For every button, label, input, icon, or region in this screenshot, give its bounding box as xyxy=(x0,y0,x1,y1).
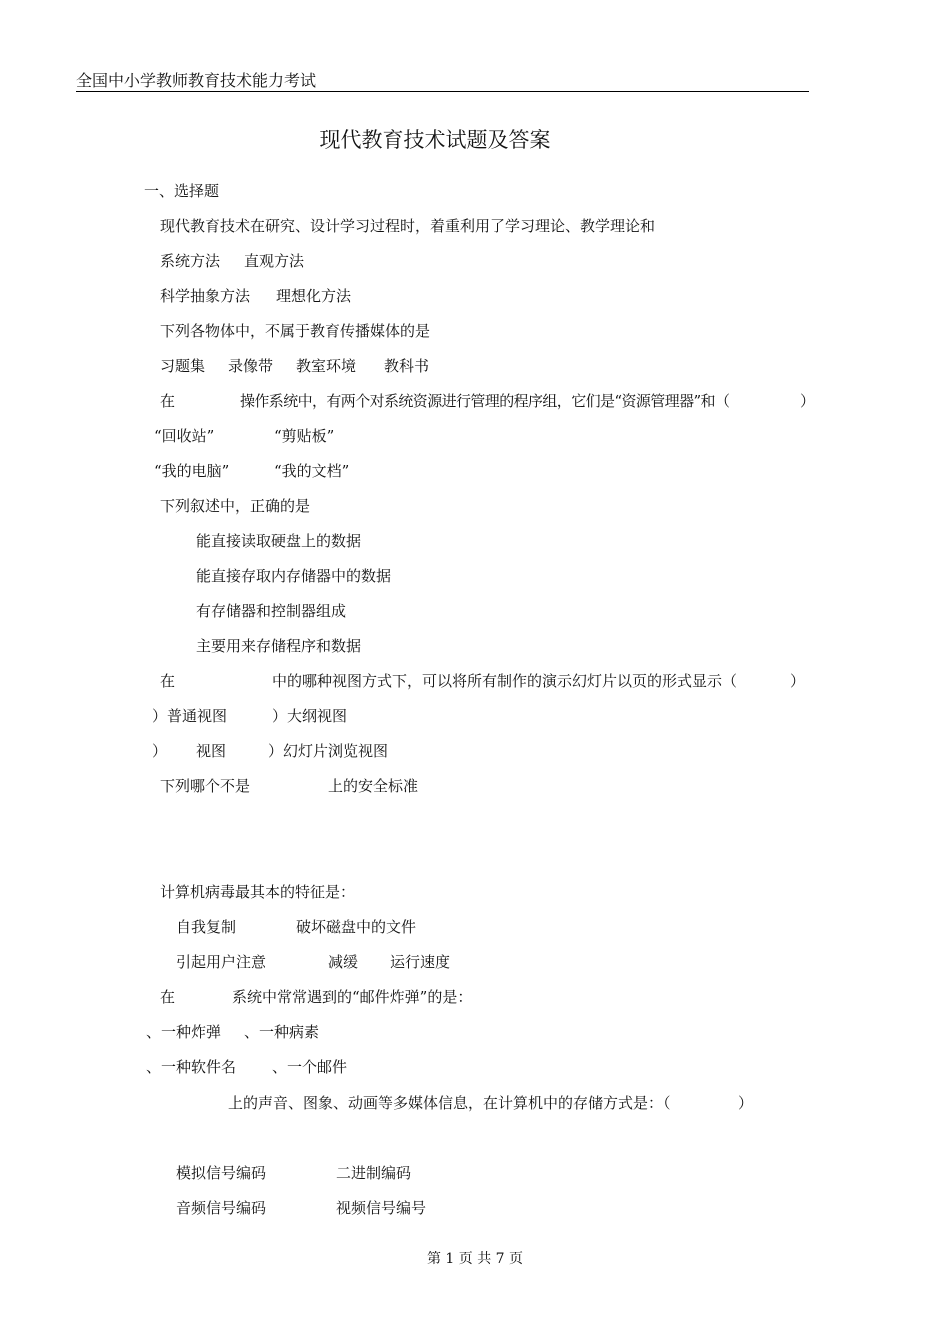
question-9-stem: 上的声音、图象、动画等多媒体信息，在计算机中的存储方式是：（ xyxy=(228,1094,671,1112)
question-1-option-d: 理想化方法 xyxy=(276,287,352,305)
section-heading: 一、选择题 xyxy=(144,182,220,200)
question-3-close-paren: ） xyxy=(800,392,816,410)
question-9-option-b: 二进制编码 xyxy=(336,1164,412,1182)
question-5-option-a: ）普通视图 xyxy=(152,707,228,725)
question-5-close-paren: ） xyxy=(790,672,806,690)
question-5-option-c: 视图 xyxy=(196,742,227,760)
question-4-option-b: 能直接存取内存储器中的数据 xyxy=(196,567,392,585)
question-7-stem: 计算机病毒最其本的特征是： xyxy=(160,883,356,901)
question-3-prefix: 在 xyxy=(160,392,176,410)
question-5-option-b: ）大纲视图 xyxy=(272,707,348,725)
question-4-option-c: 有存储器和控制器组成 xyxy=(196,602,347,620)
question-8-prefix: 在 xyxy=(160,988,176,1006)
question-9-option-a: 模拟信号编码 xyxy=(176,1164,267,1182)
question-1-option-c: 科学抽象方法 xyxy=(160,287,251,305)
question-6-stem-a: 下列哪个不是 xyxy=(160,777,251,795)
question-7-option-d-part-1: 减缓 xyxy=(328,953,359,971)
question-1-option-b: 直观方法 xyxy=(244,252,305,270)
question-6-stem-b: 上的安全标准 xyxy=(328,777,419,795)
question-3-option-c: “我的电脑” xyxy=(154,462,230,480)
question-9-option-d: 视频信号编号 xyxy=(336,1199,427,1217)
question-9-option-c: 音频信号编码 xyxy=(176,1199,267,1217)
question-7-option-a: 自我复制 xyxy=(176,918,237,936)
question-2-stem: 下列各物体中，不属于教育传播媒体的是 xyxy=(160,322,431,340)
question-1-option-a: 系统方法 xyxy=(160,252,221,270)
question-9-close-paren: ） xyxy=(738,1094,754,1112)
question-2-option-c: 教室环境 xyxy=(296,357,357,375)
question-4-stem: 下列叙述中，正确的是 xyxy=(160,497,311,515)
page-header: 全国中小学教师教育技术能力考试 xyxy=(76,71,317,90)
question-8-option-c: 、一种软件名 xyxy=(146,1058,237,1076)
document-title: 现代教育技术试题及答案 xyxy=(319,128,551,152)
question-8-option-d: 、一个邮件 xyxy=(272,1058,348,1076)
page-footer: 第 1 页 共 7 页 xyxy=(426,1251,524,1267)
question-2-option-d: 教科书 xyxy=(384,357,430,375)
question-2-option-a: 习题集 xyxy=(160,357,206,375)
question-3-option-b: “剪贴板” xyxy=(274,427,335,445)
question-5-option-c-mark: ） xyxy=(152,742,168,760)
question-8-stem: 系统中常常遇到的“邮件炸弹”的是： xyxy=(232,988,473,1006)
question-3-stem: 操作系统中，有两个对系统资源进行管理的程序组，它们是“资源管理器”和（ xyxy=(240,392,730,410)
question-3-option-a: “回收站” xyxy=(154,427,215,445)
question-7-option-b: 破坏磁盘中的文件 xyxy=(296,918,417,936)
question-2-option-b: 录像带 xyxy=(228,357,274,375)
question-4-option-a: 能直接读取硬盘上的数据 xyxy=(196,532,362,550)
question-8-option-a: 、一种炸弹 xyxy=(146,1023,222,1041)
question-5-option-d: ）幻灯片浏览视图 xyxy=(268,742,389,760)
question-5-stem: 中的哪种视图方式下，可以将所有制作的演示幻灯片以页的形式显示（ xyxy=(272,672,738,690)
question-3-option-d: “我的文档” xyxy=(274,462,350,480)
header-rule xyxy=(76,91,809,92)
question-7-option-c: 引起用户注意 xyxy=(176,953,267,971)
question-7-option-d-part-2: 运行速度 xyxy=(390,953,451,971)
question-5-prefix: 在 xyxy=(160,672,176,690)
question-8-option-b: 、一种病素 xyxy=(244,1023,320,1041)
question-4-option-d: 主要用来存储程序和数据 xyxy=(196,637,362,655)
question-1-stem: 现代教育技术在研究、设计学习过程时，着重利用了学习理论、教学理论和 xyxy=(160,217,656,235)
